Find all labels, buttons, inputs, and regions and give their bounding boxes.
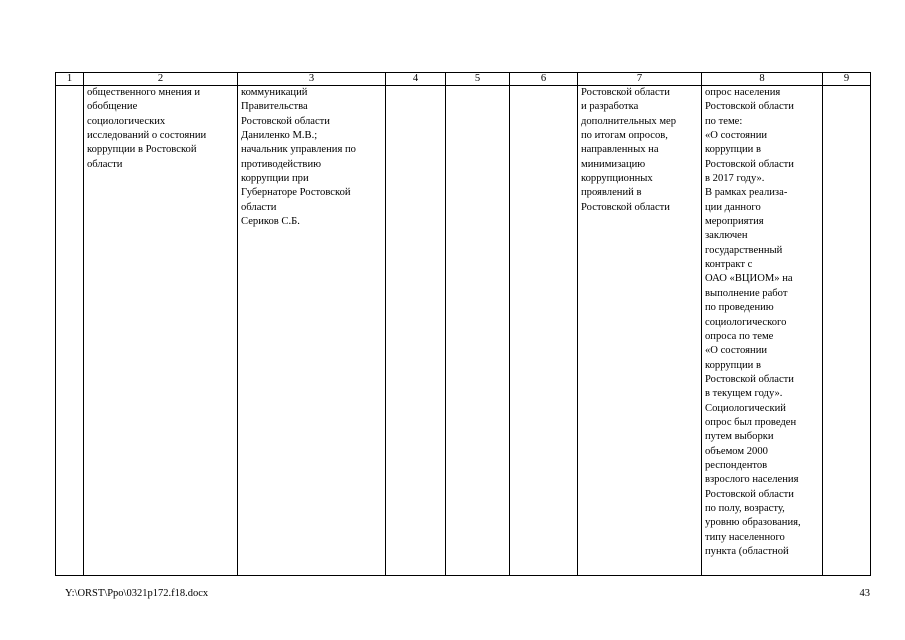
column-header-9: 9	[823, 73, 871, 86]
cell-col6	[510, 86, 578, 576]
footer-file-path: Y:\ORST\Ppo\0321p172.f18.docx	[65, 588, 209, 599]
column-header-8: 8	[702, 73, 823, 86]
cell-responsible-persons: коммуникаций Правительства Ростовской области Даниленко М.В.; начальник управления по противодействию коррупции при Губернаторе Ростовской области Сериков С.Б.	[238, 86, 386, 576]
cell-col1	[56, 86, 84, 576]
cell-col4	[386, 86, 446, 576]
column-header-7: 7	[578, 73, 702, 86]
cell-expected-result: Ростовской области и разработка дополнительных мер по итогам опросов, направленных на минимизацию коррупционных проявлений в Ростовской области	[578, 86, 702, 576]
column-header-3: 3	[238, 73, 386, 86]
page-number: 43	[859, 588, 870, 599]
column-header-2: 2	[84, 73, 238, 86]
column-header-1: 1	[56, 73, 84, 86]
cell-event-description: общественного мнения и обобщение социологических исследований о состоянии коррупции в Ростовской области	[84, 86, 238, 576]
report-table	[55, 72, 871, 576]
cell-col9	[823, 86, 871, 576]
cell-col5	[446, 86, 510, 576]
column-header-5: 5	[446, 73, 510, 86]
column-header-4: 4	[386, 73, 446, 86]
column-header-6: 6	[510, 73, 578, 86]
header-row	[56, 73, 871, 86]
table-row	[56, 86, 871, 576]
cell-implementation-info: опрос населения Ростовской области по теме: «О состоянии коррупции в Ростовской области в 2017 году». В рамках реализа- ции данного мероприятия заключен государственный контракт с ОАО «ВЦИОМ» на выполнение работ по проведению социологического опроса по теме «О состоянии коррупции в Ростовской области в текущем году». Социологический опрос был проведен путем выборки объемом 2000 респондентов взрослого населения Ростовской области по полу, возрасту, уровню образования, типу населенного пункта (областной	[702, 86, 823, 576]
